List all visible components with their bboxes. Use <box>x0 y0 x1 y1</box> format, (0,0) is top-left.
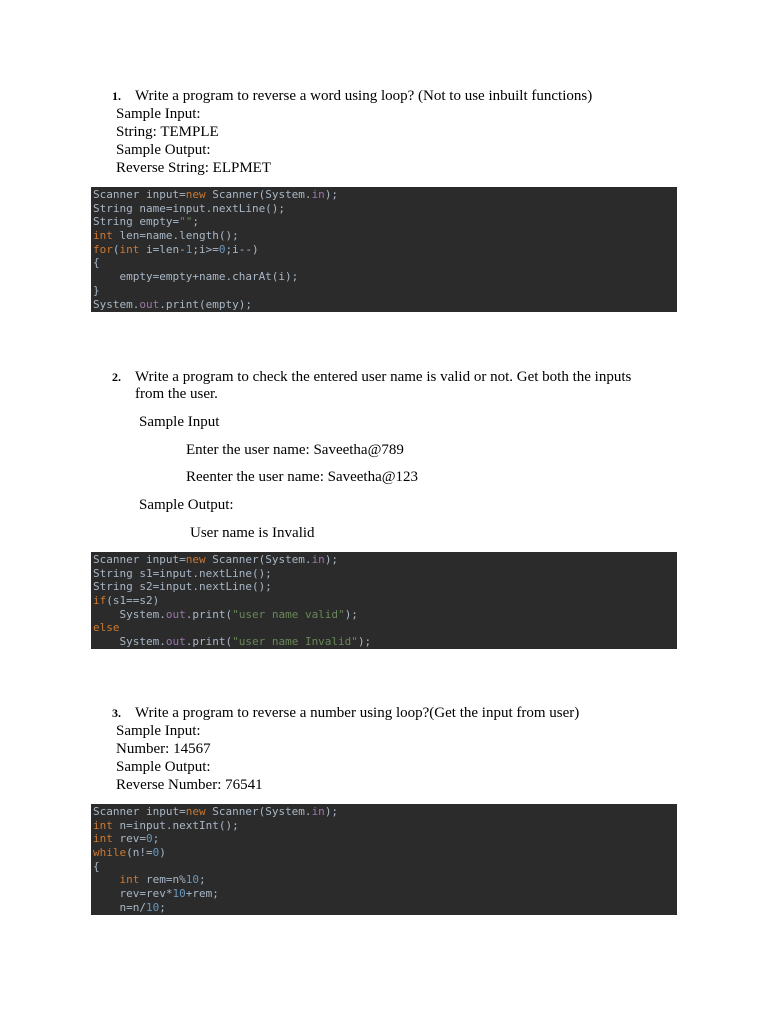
code-token: ; <box>152 832 160 846</box>
code-token: 10 <box>172 887 186 901</box>
code-token: int <box>119 873 140 887</box>
code-line <box>93 608 677 622</box>
code-line <box>93 635 677 649</box>
question-2-title <box>112 368 631 386</box>
code-token: ); <box>344 607 358 621</box>
code-block-2 <box>91 552 677 649</box>
code-token: .print( <box>185 635 233 649</box>
code-token: ); <box>324 805 339 818</box>
code-token: String empty= <box>93 215 180 229</box>
code-token: (s1==s2) <box>106 594 160 608</box>
code-token: in <box>311 805 325 818</box>
code-token: Scanner input= <box>93 805 186 818</box>
question-text: Write a program to reverse a word using loop? (Not to use inbuilt functions) <box>135 88 593 104</box>
code-token: } <box>93 283 100 297</box>
code-token: +rem; <box>185 887 219 901</box>
code-token: rev=rev* <box>93 887 173 901</box>
code-token: ( <box>112 242 120 256</box>
code-token: empty=empty+name.charAt(i); <box>93 270 299 284</box>
code-line <box>93 256 677 270</box>
code-token: int <box>93 832 113 846</box>
code-token: ) <box>159 846 166 860</box>
code-token: while <box>93 846 127 860</box>
sample-input-value-2: Reenter the user name: Saveetha@123 <box>186 469 419 485</box>
question-1-title <box>112 87 592 105</box>
code-token: (n!= <box>126 846 153 860</box>
sample-input-label: Sample Input: <box>116 106 201 122</box>
code-token: System. <box>93 297 140 311</box>
sample-output-value: User name is Invalid <box>190 525 315 541</box>
code-line <box>93 202 677 216</box>
code-token: len=name.length(); <box>112 229 239 243</box>
sample-input-label: Sample Input: <box>116 723 201 739</box>
code-token: { <box>93 256 100 270</box>
code-token: Scanner input= <box>93 553 186 566</box>
code-token: ;i>= <box>192 242 219 256</box>
code-token: int <box>93 818 113 832</box>
code-token: for <box>93 242 113 256</box>
code-token: String s2=input.nextLine(); <box>93 580 272 594</box>
code-line <box>93 243 677 257</box>
code-token: in <box>311 188 325 201</box>
code-token: 10 <box>145 900 160 914</box>
code-token: ; <box>159 900 166 914</box>
code-token: ;i--) <box>225 242 259 256</box>
code-token: 10 <box>185 873 199 887</box>
code-token: System. <box>93 635 166 649</box>
code-token: new <box>185 188 206 201</box>
code-line <box>93 298 677 312</box>
sample-output-value: Reverse String: ELPMET <box>116 160 271 176</box>
code-token: n=input.nextInt(); <box>112 818 239 832</box>
code-token: Scanner(System. <box>205 553 312 566</box>
code-line <box>93 270 677 284</box>
code-token: ); <box>357 635 372 649</box>
code-token: String s1=input.nextLine(); <box>93 566 272 580</box>
code-line <box>93 580 677 594</box>
question-text: Write a program to reverse a number using loop?(Get the input from user) <box>135 705 580 721</box>
code-token: out <box>139 297 160 311</box>
code-token: 0 <box>218 242 226 256</box>
code-token: in <box>311 553 325 566</box>
code-block-3 <box>91 804 677 915</box>
code-line <box>93 805 677 819</box>
code-token: i=len- <box>139 242 186 256</box>
code-block-1 <box>91 187 677 312</box>
code-token: { <box>93 859 100 873</box>
code-token: "" <box>179 215 193 229</box>
code-line <box>93 887 677 901</box>
code-token: 0 <box>146 832 153 846</box>
code-line <box>93 846 677 860</box>
code-token: rev= <box>112 832 146 846</box>
code-token: String name=input.nextLine(); <box>93 201 286 215</box>
code-line <box>93 832 677 846</box>
question-text-continued: from the user. <box>135 386 218 402</box>
code-token: Scanner input= <box>93 188 186 201</box>
code-token: int <box>93 229 113 243</box>
code-line <box>93 860 677 874</box>
code-token: ; <box>198 873 206 887</box>
code-token: ); <box>324 553 339 566</box>
sample-output-label: Sample Output: <box>116 759 211 775</box>
code-token: ; <box>192 215 199 229</box>
code-token: "user name Invalid" <box>232 635 358 649</box>
sample-output-label: Sample Output: <box>116 142 211 158</box>
code-token: .print( <box>185 607 233 621</box>
sample-input-label: Sample Input <box>139 414 220 430</box>
code-line <box>93 215 677 229</box>
code-token: .print(empty); <box>159 297 252 311</box>
question-number: 1. <box>112 89 121 103</box>
code-token: ); <box>324 188 339 201</box>
code-line <box>93 594 677 608</box>
sample-input-value: String: TEMPLE <box>116 124 219 140</box>
code-line <box>93 567 677 581</box>
code-token: 0 <box>152 846 160 860</box>
code-token: 1 <box>185 242 193 256</box>
question-3-title <box>112 704 579 722</box>
code-token: Scanner(System. <box>205 805 312 818</box>
sample-input-value-1: Enter the user name: Saveetha@789 <box>186 442 404 458</box>
code-token: Scanner(System. <box>205 188 312 201</box>
code-line <box>93 284 677 298</box>
sample-output-label: Sample Output: <box>139 497 234 513</box>
code-line <box>93 819 677 833</box>
code-token: else <box>93 621 120 635</box>
code-line <box>93 229 677 243</box>
sample-input-value: Number: 14567 <box>116 741 211 757</box>
code-token: System. <box>93 607 166 621</box>
code-line <box>93 188 677 202</box>
code-token: n=n/ <box>93 900 146 914</box>
code-line <box>93 553 677 567</box>
code-token: int <box>119 242 140 256</box>
code-token: "user name valid" <box>232 607 345 621</box>
question-number: 2. <box>112 370 121 384</box>
code-token: new <box>185 553 206 566</box>
sample-output-value: Reverse Number: 76541 <box>116 777 263 793</box>
question-number: 3. <box>112 706 121 720</box>
code-token <box>93 873 120 886</box>
code-token: rem=n% <box>139 873 186 887</box>
code-line <box>93 621 677 635</box>
question-text: Write a program to check the entered user name is valid or not. Get both the inputs <box>135 369 632 385</box>
code-line <box>93 873 677 887</box>
code-token: out <box>165 635 186 649</box>
code-token: out <box>165 607 186 621</box>
code-line <box>93 901 677 915</box>
code-token: if <box>93 594 107 608</box>
code-token: new <box>185 805 206 818</box>
